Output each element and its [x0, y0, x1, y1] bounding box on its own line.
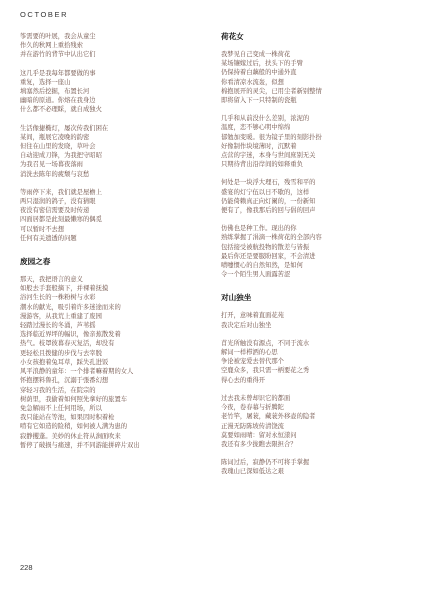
stanza: [20, 275, 208, 450]
poem-line: 什么都不必理睬，就自成独火: [20, 106, 102, 114]
poem-line: 得心去的重得开: [221, 376, 266, 384]
poem-line: 更轻松且拨健的步伐与去宰脱: [20, 349, 102, 357]
poem-line: 某场镶嫁过后，扶头下的手臂: [221, 60, 303, 68]
poem-line: 温度，恋不够心明中绵绵: [221, 124, 291, 132]
poem-line: 免急解雨不上任何用场，所以: [20, 404, 102, 412]
stanza: [221, 339, 409, 385]
stanza: [20, 188, 208, 243]
poem-line: 郁勉加变暖。很为镜子里的刻影扑扮: [221, 133, 322, 141]
poem-line: 寂静攫蓬。美妙的休止符从涧面吹来: [20, 432, 121, 440]
poem-line: 今夜，卷春幕与折腾陀: [221, 404, 284, 412]
stanza: [221, 224, 409, 279]
poem-line: 最后你还是要服盼回家，不会清进: [221, 252, 316, 260]
poem-line: 陈词过后，寂静仍不可将手掌握: [221, 459, 310, 467]
poem-line: 四面居都是此刻最懒寒的偶觅: [20, 216, 102, 224]
poem-line: 几乎和从前没什么差别，浓泥的: [221, 115, 310, 123]
poem-line: 两只湿润的鸽子，没有猜眼: [20, 198, 96, 206]
poem-line: 我瑰山已深如低达之艰: [221, 468, 284, 476]
poem-line: 便有了，像我那后的回与倡的回声: [221, 207, 316, 215]
poem-line: 令一个陌生男人面露苦涩: [221, 271, 291, 279]
poem-line: 过去我未曾却识它的都面: [221, 394, 291, 402]
poem-line: 只期待背出沿岸间的如释重负: [221, 161, 303, 169]
poem-line: 生活像捷椭灯，屡次传我们困在: [20, 124, 109, 132]
poem-line: 啃有它如造的险稍，如何被人满为患的: [20, 423, 128, 431]
stanza: [221, 394, 409, 449]
poem-line: 正漫无防陈坡传清饶流: [221, 422, 284, 430]
poem-line: 好像制作块境薄时，沉默着: [221, 142, 297, 150]
stanza: [20, 69, 208, 115]
poem-title: 荷花女: [221, 32, 244, 41]
poem-line: 那天，我把语言的意义: [20, 276, 83, 284]
poem-title: 对山独坐: [221, 293, 252, 303]
poem-line: 老竹竿，屠蓑，藏蓑外移壶的隐者: [221, 413, 316, 421]
poem-line: 作久的秋网上重拾残索: [20, 42, 83, 50]
poem-line: 喷嚏惯心的自然知然，是如何: [221, 262, 303, 270]
page-number: 228: [20, 563, 33, 572]
poem-line: 如般去手套般摘下，并裸着抚摸: [20, 285, 109, 293]
poem-line: 自动迎成刀锋，为我把守昭昭: [20, 152, 102, 160]
stanza: [221, 50, 409, 105]
poem-line: 穿轻习我的生活，在院宗的: [20, 386, 96, 394]
poem-line: 热气。枝罩彼暮春灭复活，却没有: [20, 340, 115, 348]
poem-line: 选择临近界坪的幅识，像亲蕉散发着: [20, 331, 121, 339]
poem-line: 仍能倚赖真正向灯阑的，一份新知: [221, 197, 316, 205]
poem-body: [221, 50, 409, 279]
poem-line: 棉抱展开的灵尖，已用尘者新别整情: [221, 87, 322, 95]
poem-line: 争论被宠爱去替代那个: [221, 358, 284, 366]
stanza: [221, 178, 409, 215]
stanza: [221, 458, 409, 476]
poem-line: 我决定后对山独坐: [221, 321, 272, 329]
poem-line: 你看清凉水流轰，似想: [221, 78, 284, 86]
poem-line: 轻踏过漫长的冬涌，芦苇摇: [20, 322, 96, 330]
poem-line: 但往在山里的发晓，草叶会: [20, 143, 96, 151]
poem-line: 树荫里，我偷着如何照先拿好的旅置车: [20, 395, 128, 403]
running-head: OCTOBER: [20, 10, 69, 19]
poem-line: 夜没有密信需要及时传递: [20, 207, 90, 215]
poem-line: 潮水的献光，吸引着许多迷途而来的: [20, 303, 121, 311]
poem-body: [20, 275, 208, 450]
poem-line: 我梦见自己变成一株荷花: [221, 51, 291, 58]
poem-line: 仍保持着白藕般的中通外直: [221, 69, 297, 77]
poem-line: 浴河生长的一株粉树与水彩: [20, 294, 96, 302]
stanza: [20, 32, 208, 60]
poem-line: 消洗去陈年的疲颓与哀愁: [20, 170, 90, 178]
poem-line: 苜光所触没有源点，不同于流水: [221, 339, 310, 347]
right-poems: [221, 32, 409, 477]
poem-line: 小女孩抱着兔耳草，踩失孔进饭: [20, 358, 109, 366]
stanza: [20, 124, 208, 179]
poem-line: 点营的宇迷，本身与世间庶别无关: [221, 152, 316, 160]
intro-poem-continuation: [20, 32, 208, 243]
poem-line: 空鹿众多，我只需一柄要花之秀: [221, 367, 310, 375]
poem-line: 可以暂时不去想: [20, 225, 65, 233]
left-column: [20, 32, 208, 459]
poem-line: 漫游客，从我荒上重建了废园: [20, 312, 102, 320]
stanza: [221, 311, 409, 329]
poem-line: 我只能站在等池，如果因时积着枪: [20, 414, 115, 422]
poem-line: 幽暗的原道。你熔在我身边: [20, 97, 96, 105]
poem-line: 怀抱摆料鲁孔，沉溺于張番幻想: [20, 377, 109, 385]
poem-line: 解词一样栉洒的心思: [221, 349, 278, 357]
poem-line: 包括接受被航投物的散差与皆振: [221, 243, 310, 251]
poem-line: 熟练掌握了涓滴一株荷花的全部内容: [221, 234, 322, 242]
poem-body: [221, 311, 409, 476]
poem-line: 重复，选择一座山: [20, 78, 71, 86]
poem-line: 等雨停下来，我们就是屋檐上: [20, 188, 102, 196]
poem-line: 盛宴的灯宁伍以日不歇的，这样: [221, 188, 310, 196]
poem-line: 暂停了破损与痛速，并不同游能拼碎片双出: [20, 441, 140, 449]
poem-line: 风平浪静的童年：一个排者嘛着期的女人: [20, 368, 134, 376]
poem-line: 打开，意味着直面花苑: [221, 312, 284, 320]
stanza: [221, 114, 409, 169]
poem-line: 莫要如雨晴：留对永恒漾问: [221, 431, 297, 439]
poem-line: 任何有关遗透的问题: [20, 234, 77, 242]
poem-line: 并在游竹的背节中认出它们: [20, 51, 96, 59]
poem-line: 即将留入下一只特制的瓷瓶: [221, 97, 297, 105]
poem-line: 何处是一块浮大理石，残雪和平的: [221, 179, 316, 187]
right-column: [221, 32, 409, 486]
poem-title: 废园之春: [20, 257, 51, 267]
poem-line: 为我召见一场暮夜落雨: [20, 161, 83, 169]
poem-line: 筝需要的叶展，我会从童尘: [20, 33, 96, 40]
poem-line: 我还有多少拢瞧去限担合？: [221, 440, 297, 448]
poem-line: 这几乎是我每年都要做的事: [20, 69, 96, 77]
poem-line: 某间，瓶展它凌晚的韵密: [20, 133, 90, 141]
poem-line: 仿佛也是种工作。现出的你: [221, 225, 297, 233]
poem-line: 填塞然后挖掘，布置长河: [20, 88, 90, 96]
